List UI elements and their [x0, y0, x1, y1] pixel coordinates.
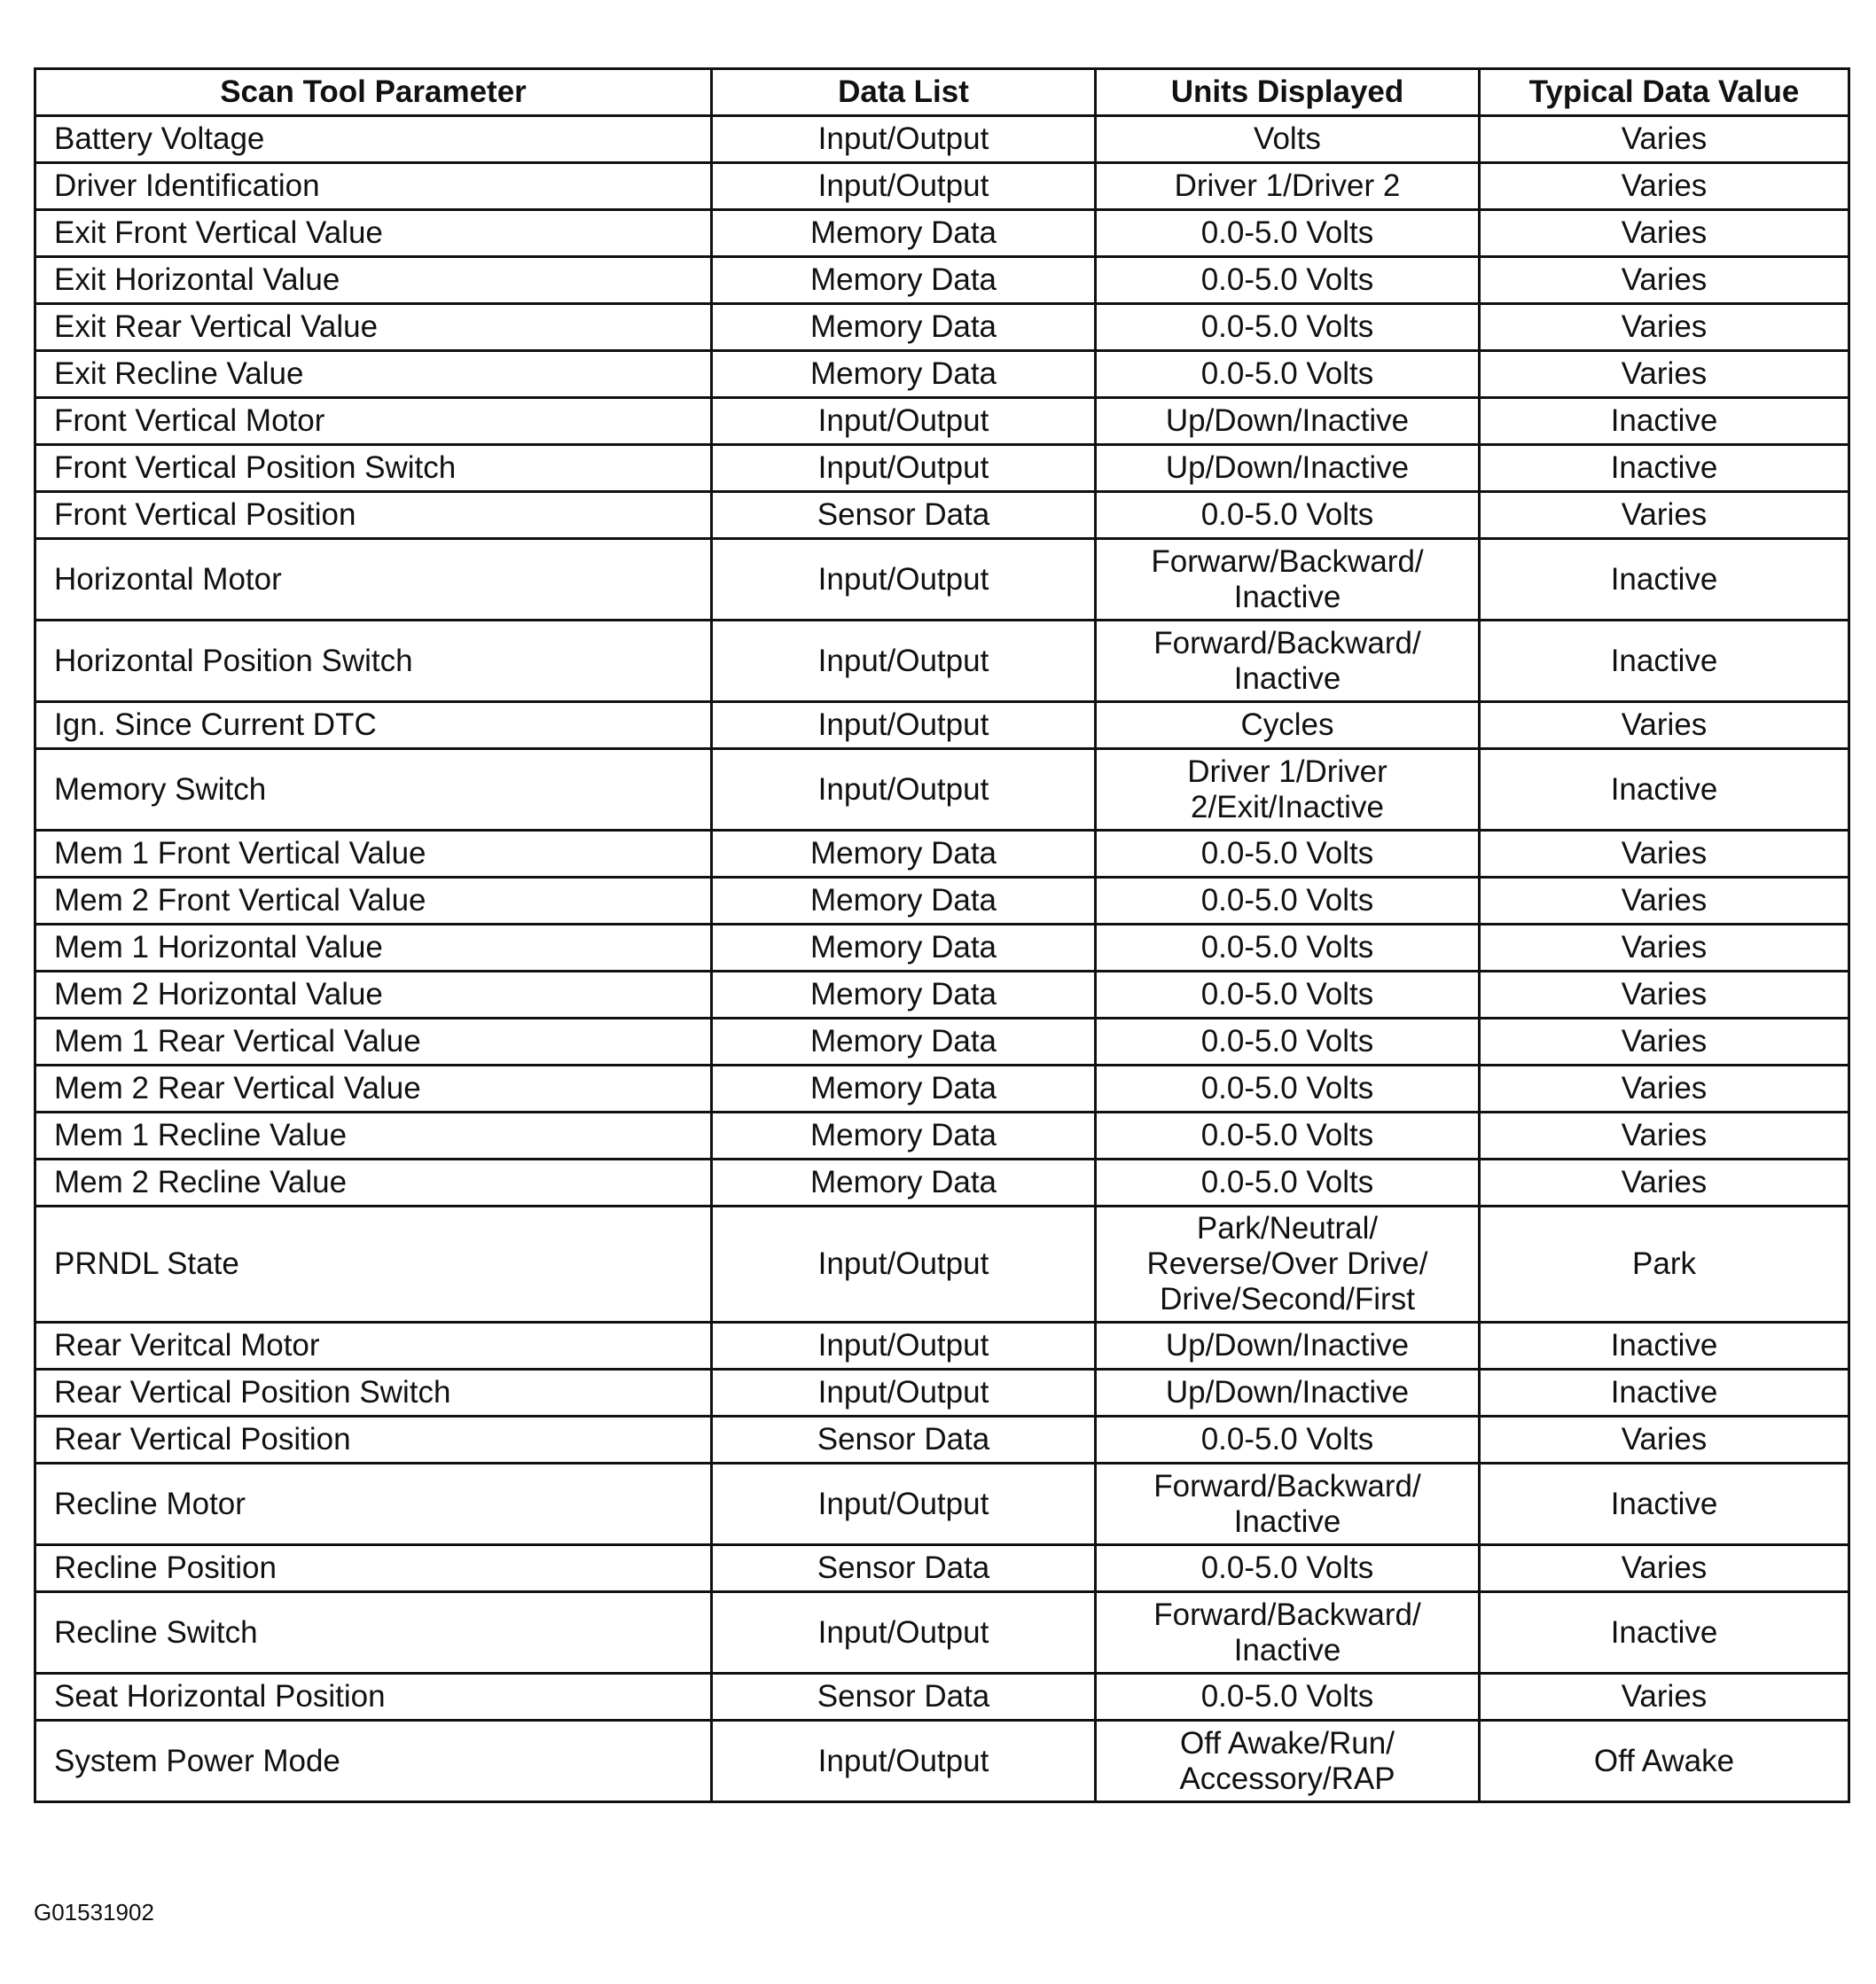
units-cell: [1096, 304, 1480, 351]
parameter-cell: Exit Rear Vertical Value: [35, 304, 712, 351]
parameter-cell: Exit Front Vertical Value: [35, 210, 712, 257]
data-list-cell: Memory Data: [712, 304, 1096, 351]
data-list-cell: Sensor Data: [712, 1417, 1096, 1464]
units-cell: [1096, 257, 1480, 304]
table-row: [35, 1370, 1849, 1417]
units-line: 0.0-5.0 Volts: [1200, 1422, 1374, 1457]
table-row: [35, 925, 1849, 972]
table-header-row: [35, 69, 1849, 116]
figure-id: G01531902: [34, 1899, 154, 1925]
units-line: 0.0-5.0 Volts: [1200, 262, 1374, 297]
data-list-cell: Memory Data: [712, 1019, 1096, 1066]
units-cell: [1096, 972, 1480, 1019]
data-list-cell: Sensor Data: [712, 1545, 1096, 1592]
units-line: 0.0-5.0 Volts: [1200, 1071, 1374, 1105]
data-list-cell: Memory Data: [712, 210, 1096, 257]
table-row: [35, 445, 1849, 492]
units-cell: [1096, 163, 1480, 210]
units-line: Forward/Backward/: [1153, 1468, 1421, 1504]
column-header-units: Units Displayed: [1096, 69, 1480, 116]
units-cell: [1096, 539, 1480, 621]
data-list-cell: Input/Output: [712, 1592, 1096, 1674]
typical-value-cell: Varies: [1480, 210, 1849, 257]
table-row: [35, 1545, 1849, 1592]
parameter-cell: Recline Motor: [35, 1464, 712, 1545]
units-cell: [1096, 621, 1480, 702]
table-row: [35, 1019, 1849, 1066]
typical-value-cell: Varies: [1480, 492, 1849, 539]
data-list-cell: Memory Data: [712, 925, 1096, 972]
parameter-cell: Driver Identification: [35, 163, 712, 210]
parameter-cell: Memory Switch: [35, 749, 712, 831]
table-row: [35, 1721, 1849, 1802]
typical-value-cell: Inactive: [1480, 398, 1849, 445]
table-row: [35, 163, 1849, 210]
table-row: [35, 210, 1849, 257]
units-cell: [1096, 1592, 1480, 1674]
units-line: Up/Down/Inactive: [1165, 450, 1410, 485]
parameter-cell: Seat Horizontal Position: [35, 1674, 712, 1721]
data-list-cell: Input/Output: [712, 539, 1096, 621]
units-cell: [1096, 878, 1480, 925]
units-cell: [1096, 1066, 1480, 1113]
units-cell: [1096, 1674, 1480, 1721]
column-header-typical-value: Typical Data Value: [1480, 69, 1849, 116]
units-line: Forward/Backward/: [1153, 1597, 1421, 1632]
typical-value-cell: Varies: [1480, 1019, 1849, 1066]
units-line: 0.0-5.0 Volts: [1200, 1024, 1374, 1058]
units-line: 2/Exit/Inactive: [1191, 789, 1384, 824]
table-row: [35, 621, 1849, 702]
typical-value-cell: Varies: [1480, 831, 1849, 878]
units-cell: [1096, 702, 1480, 749]
data-list-cell: Memory Data: [712, 972, 1096, 1019]
parameter-cell: Exit Horizontal Value: [35, 257, 712, 304]
parameter-cell: Mem 2 Front Vertical Value: [35, 878, 712, 925]
units-cell: [1096, 1370, 1480, 1417]
table-row: [35, 539, 1849, 621]
units-line: Inactive: [1233, 579, 1341, 614]
units-cell: [1096, 749, 1480, 831]
typical-value-cell: Varies: [1480, 878, 1849, 925]
parameter-cell: Recline Switch: [35, 1592, 712, 1674]
units-cell: [1096, 351, 1480, 398]
typical-value-cell: Varies: [1480, 1674, 1849, 1721]
parameter-cell: Rear Vertical Position Switch: [35, 1370, 712, 1417]
data-list-cell: Memory Data: [712, 1160, 1096, 1207]
table-row: [35, 1417, 1849, 1464]
units-line: Park/Neutral/: [1196, 1211, 1379, 1246]
units-line: Reverse/Over Drive/: [1146, 1246, 1428, 1281]
units-line: Up/Down/Inactive: [1165, 1375, 1410, 1410]
table-row: [35, 116, 1849, 163]
units-line: 0.0-5.0 Volts: [1200, 1118, 1374, 1152]
table-row: [35, 1066, 1849, 1113]
units-line: 0.0-5.0 Volts: [1200, 497, 1374, 532]
table-row: [35, 1113, 1849, 1160]
typical-value-cell: Varies: [1480, 1113, 1849, 1160]
units-cell: [1096, 1545, 1480, 1592]
typical-value-cell: Varies: [1480, 257, 1849, 304]
units-cell: [1096, 116, 1480, 163]
units-cell: [1096, 1721, 1480, 1802]
data-list-cell: Memory Data: [712, 878, 1096, 925]
units-cell: [1096, 1417, 1480, 1464]
units-line: 0.0-5.0 Volts: [1200, 356, 1374, 391]
parameter-cell: Mem 1 Recline Value: [35, 1113, 712, 1160]
parameter-cell: Mem 1 Front Vertical Value: [35, 831, 712, 878]
column-header-parameter: Scan Tool Parameter: [35, 69, 712, 116]
parameter-cell: Rear Vertical Position: [35, 1417, 712, 1464]
data-list-cell: Sensor Data: [712, 1674, 1096, 1721]
typical-value-cell: Inactive: [1480, 749, 1849, 831]
typical-value-cell: Inactive: [1480, 539, 1849, 621]
typical-value-cell: Varies: [1480, 1066, 1849, 1113]
typical-value-cell: Inactive: [1480, 1464, 1849, 1545]
units-line: 0.0-5.0 Volts: [1200, 930, 1374, 965]
typical-value-cell: Inactive: [1480, 621, 1849, 702]
units-line: Forward/Backward/: [1153, 625, 1421, 660]
parameter-cell: Mem 2 Rear Vertical Value: [35, 1066, 712, 1113]
data-list-cell: Input/Output: [712, 1323, 1096, 1370]
units-line: Inactive: [1233, 660, 1341, 696]
data-list-cell: Memory Data: [712, 257, 1096, 304]
table-row: [35, 1160, 1849, 1207]
table-row: [35, 972, 1849, 1019]
parameter-cell: Ign. Since Current DTC: [35, 702, 712, 749]
units-cell: [1096, 1113, 1480, 1160]
units-line: 0.0-5.0 Volts: [1200, 1165, 1374, 1199]
units-line: Accessory/RAP: [1179, 1761, 1395, 1796]
parameter-cell: Mem 2 Horizontal Value: [35, 972, 712, 1019]
typical-value-cell: Inactive: [1480, 445, 1849, 492]
table-row: [35, 304, 1849, 351]
units-line: 0.0-5.0 Volts: [1200, 1550, 1374, 1585]
units-line: 0.0-5.0 Volts: [1200, 309, 1374, 344]
data-list-cell: Input/Output: [712, 445, 1096, 492]
units-line: Up/Down/Inactive: [1165, 403, 1410, 438]
units-line: 0.0-5.0 Volts: [1200, 836, 1374, 871]
table-body: [35, 116, 1849, 1802]
parameter-cell: Exit Recline Value: [35, 351, 712, 398]
parameter-cell: Horizontal Position Switch: [35, 621, 712, 702]
parameter-cell: Front Vertical Position: [35, 492, 712, 539]
parameter-cell: Rear Veritcal Motor: [35, 1323, 712, 1370]
units-cell: [1096, 492, 1480, 539]
typical-value-cell: Inactive: [1480, 1323, 1849, 1370]
units-line: Driver 1/Driver 2: [1174, 168, 1401, 203]
data-list-cell: Input/Output: [712, 702, 1096, 749]
units-cell: [1096, 210, 1480, 257]
table-row: [35, 398, 1849, 445]
parameter-cell: System Power Mode: [35, 1721, 712, 1802]
data-list-cell: Input/Output: [712, 1370, 1096, 1417]
units-cell: [1096, 1464, 1480, 1545]
data-list-cell: Input/Output: [712, 163, 1096, 210]
typical-value-cell: Varies: [1480, 304, 1849, 351]
units-line: Off Awake/Run/: [1180, 1725, 1395, 1761]
units-line: Driver 1/Driver: [1187, 754, 1387, 789]
parameter-cell: Mem 1 Rear Vertical Value: [35, 1019, 712, 1066]
units-line: 0.0-5.0 Volts: [1200, 977, 1374, 1012]
typical-value-cell: Varies: [1480, 1545, 1849, 1592]
table-row: [35, 831, 1849, 878]
units-line: Inactive: [1233, 1504, 1341, 1539]
parameter-cell: PRNDL State: [35, 1207, 712, 1323]
units-line: Cycles: [1240, 707, 1334, 742]
parameter-cell: Horizontal Motor: [35, 539, 712, 621]
table-row: [35, 1207, 1849, 1323]
units-cell: [1096, 1160, 1480, 1207]
typical-value-cell: Varies: [1480, 163, 1849, 210]
data-list-cell: Input/Output: [712, 1721, 1096, 1802]
column-header-data-list: Data List: [712, 69, 1096, 116]
typical-value-cell: Varies: [1480, 702, 1849, 749]
parameter-cell: Mem 1 Horizontal Value: [35, 925, 712, 972]
data-list-cell: Input/Output: [712, 1464, 1096, 1545]
table-row: [35, 1464, 1849, 1545]
units-line: Forwarw/Backward/: [1151, 543, 1424, 579]
units-line: Inactive: [1233, 1632, 1341, 1668]
typical-value-cell: Park: [1480, 1207, 1849, 1323]
typical-value-cell: Off Awake: [1480, 1721, 1849, 1802]
table-row: [35, 351, 1849, 398]
table-row: [35, 702, 1849, 749]
table-row: [35, 1592, 1849, 1674]
data-list-cell: Memory Data: [712, 831, 1096, 878]
units-line: Volts: [1254, 121, 1321, 156]
units-cell: [1096, 445, 1480, 492]
typical-value-cell: Varies: [1480, 116, 1849, 163]
table-row: [35, 878, 1849, 925]
data-list-cell: Input/Output: [712, 749, 1096, 831]
data-list-cell: Input/Output: [712, 621, 1096, 702]
table-row: [35, 1323, 1849, 1370]
units-cell: [1096, 1207, 1480, 1323]
data-list-cell: Sensor Data: [712, 492, 1096, 539]
units-cell: [1096, 925, 1480, 972]
table-row: [35, 1674, 1849, 1721]
units-cell: [1096, 831, 1480, 878]
typical-value-cell: Inactive: [1480, 1370, 1849, 1417]
units-line: Up/Down/Inactive: [1165, 1328, 1410, 1363]
typical-value-cell: Varies: [1480, 351, 1849, 398]
typical-value-cell: Varies: [1480, 925, 1849, 972]
typical-value-cell: Varies: [1480, 1417, 1849, 1464]
units-cell: [1096, 1019, 1480, 1066]
typical-value-cell: Varies: [1480, 1160, 1849, 1207]
table-row: [35, 257, 1849, 304]
data-list-cell: Input/Output: [712, 116, 1096, 163]
parameter-cell: Front Vertical Motor: [35, 398, 712, 445]
units-cell: [1096, 398, 1480, 445]
parameter-cell: Recline Position: [35, 1545, 712, 1592]
data-list-cell: Memory Data: [712, 351, 1096, 398]
parameter-cell: Battery Voltage: [35, 116, 712, 163]
units-line: 0.0-5.0 Volts: [1200, 1679, 1374, 1714]
parameter-cell: Mem 2 Recline Value: [35, 1160, 712, 1207]
units-line: Drive/Second/First: [1160, 1282, 1415, 1316]
typical-value-cell: Varies: [1480, 972, 1849, 1019]
typical-value-cell: Inactive: [1480, 1592, 1849, 1674]
table-row: [35, 749, 1849, 831]
data-list-cell: Memory Data: [712, 1066, 1096, 1113]
data-list-cell: Input/Output: [712, 1207, 1096, 1323]
units-line: 0.0-5.0 Volts: [1200, 883, 1374, 918]
scan-tool-parameter-table: [34, 67, 1850, 1803]
parameter-cell: Front Vertical Position Switch: [35, 445, 712, 492]
units-cell: [1096, 1323, 1480, 1370]
data-list-cell: Input/Output: [712, 398, 1096, 445]
data-list-cell: Memory Data: [712, 1113, 1096, 1160]
units-line: 0.0-5.0 Volts: [1200, 215, 1374, 250]
table-row: [35, 492, 1849, 539]
